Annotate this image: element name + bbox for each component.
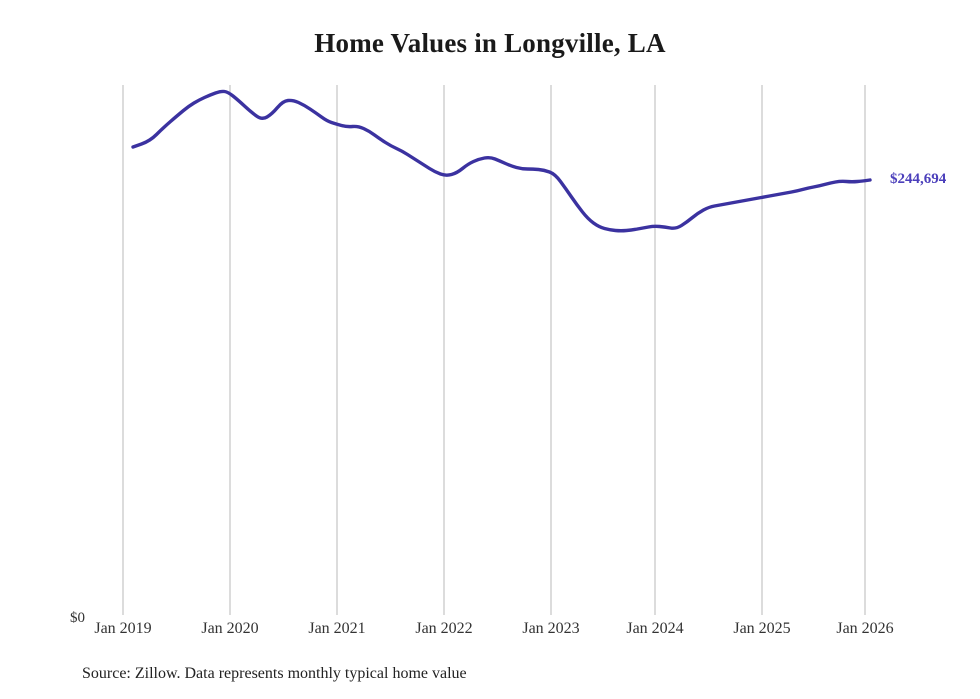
series-line-home-values xyxy=(133,91,870,230)
x-axis-tick-label: Jan 2022 xyxy=(415,620,473,637)
x-axis-tick-label: Jan 2020 xyxy=(201,620,259,637)
source-note: Source: Zillow. Data represents monthly typical home value xyxy=(82,665,467,682)
x-axis-tick-label: Jan 2021 xyxy=(308,620,366,637)
x-axis-tick-label: Jan 2026 xyxy=(836,620,894,637)
x-axis-tick-label: Jan 2019 xyxy=(94,620,152,637)
x-axis-tick-label: Jan 2024 xyxy=(626,620,684,637)
x-axis-tick-label: Jan 2023 xyxy=(522,620,580,637)
chart-title: Home Values in Longville, LA xyxy=(314,28,666,58)
series-end-value-label: $244,694 xyxy=(890,171,947,187)
x-axis-tick-label: Jan 2025 xyxy=(733,620,791,637)
y-axis-zero-label: $0 xyxy=(70,610,85,626)
